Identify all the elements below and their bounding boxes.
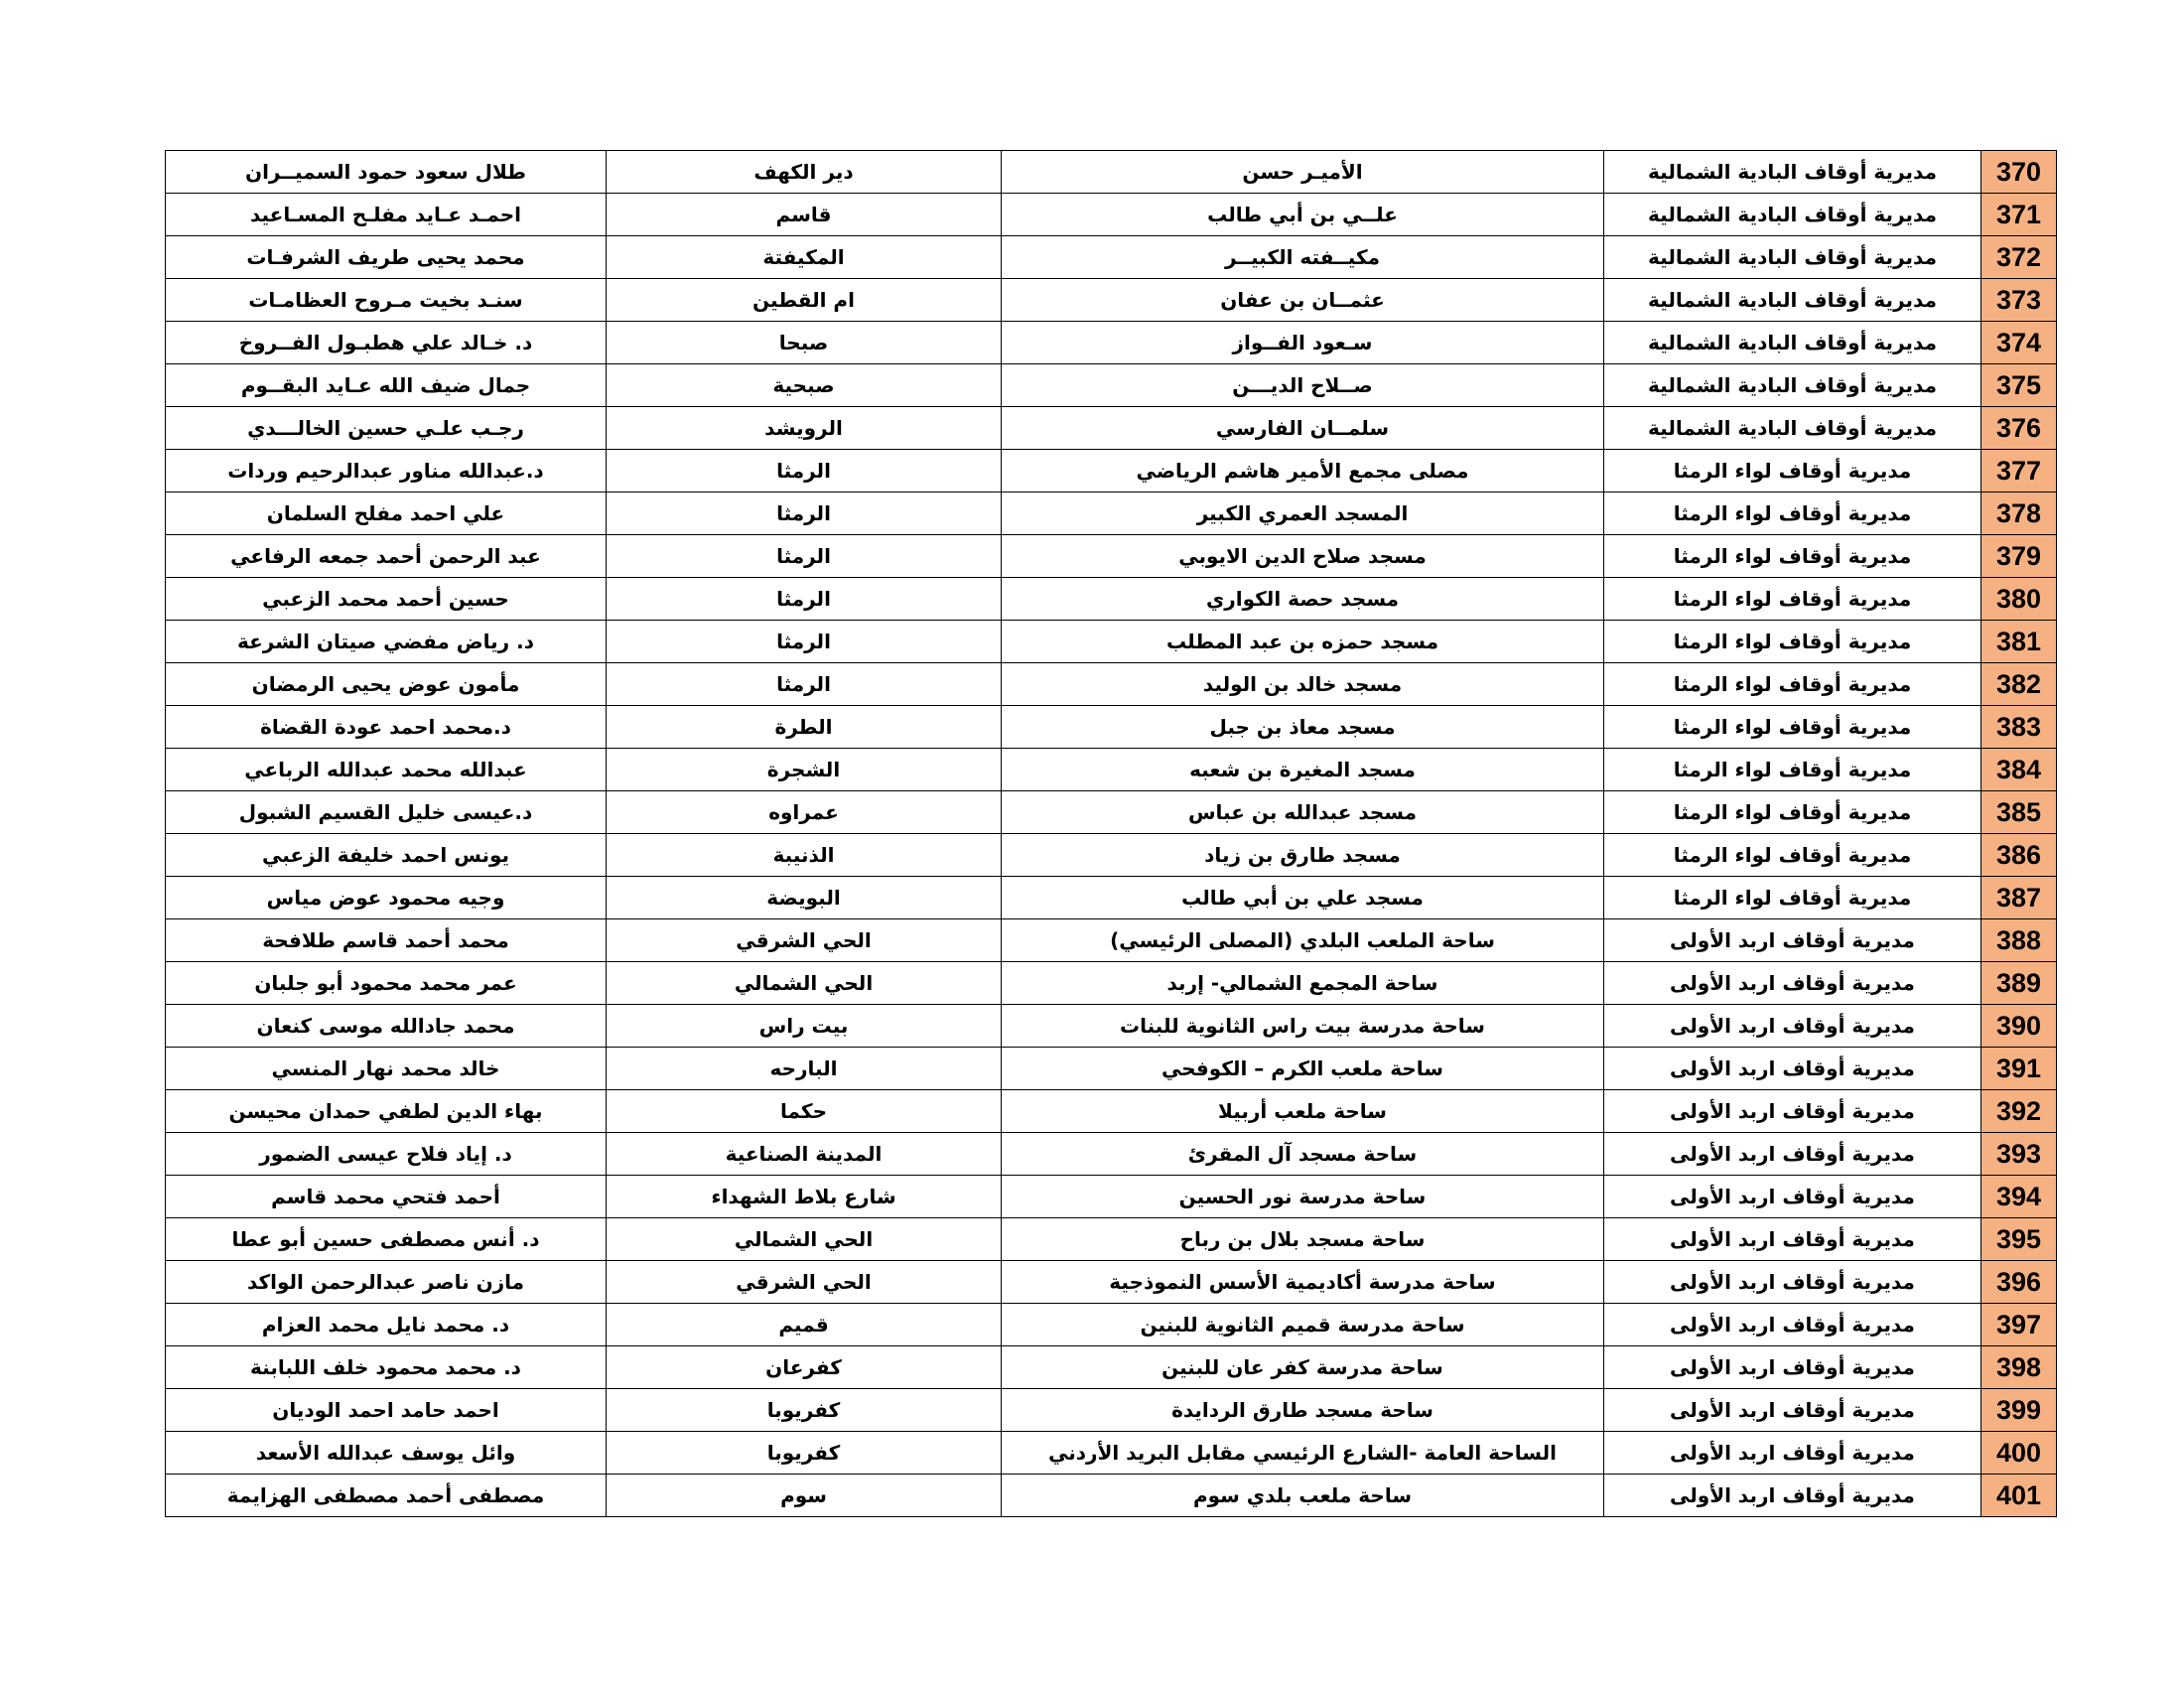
row-number-cell: 390 — [1981, 1005, 2057, 1048]
row-number-cell: 379 — [1981, 535, 2057, 578]
table-row — [166, 1176, 2057, 1218]
directorate-cell: مديرية أوقاف البادية الشمالية — [1604, 279, 1981, 322]
row-number-cell: 370 — [1981, 151, 2057, 194]
area-cell: الطرة — [607, 706, 1002, 749]
area-cell: الرمثا — [607, 450, 1002, 492]
imam-name-cell: طلال سعود حمود السميــران — [166, 151, 607, 194]
mosque-cell: ساحة مسجد طارق الردايدة — [1002, 1389, 1604, 1432]
table-row — [166, 1090, 2057, 1133]
table-row — [166, 578, 2057, 621]
table-row — [166, 1048, 2057, 1090]
directorate-cell: مديرية أوقاف اربد الأولى — [1604, 1176, 1981, 1218]
mosque-cell: علــي بن أبي طالب — [1002, 194, 1604, 236]
area-cell: الرمثا — [607, 663, 1002, 706]
table-row — [166, 834, 2057, 877]
mosque-cell: ساحة ملعب الكرم – الكوفحي — [1002, 1048, 1604, 1090]
mosque-cell: عثمــان بن عفان — [1002, 279, 1604, 322]
table-row — [166, 194, 2057, 236]
mosque-cell: مسجد المغيرة بن شعبه — [1002, 749, 1604, 791]
area-cell: الحي الشرقي — [607, 1261, 1002, 1304]
table-row — [166, 492, 2057, 535]
table-row — [166, 1261, 2057, 1304]
imam-name-cell: علي احمد مفلح السلمان — [166, 492, 607, 535]
row-number-cell: 396 — [1981, 1261, 2057, 1304]
imam-name-cell: د. رياض مفضي صيتان الشرعة — [166, 621, 607, 663]
table-row — [166, 151, 2057, 194]
row-number-cell: 389 — [1981, 962, 2057, 1005]
directorate-cell: مديرية أوقاف اربد الأولى — [1604, 1432, 1981, 1475]
row-number-cell: 372 — [1981, 236, 2057, 279]
area-cell: البويضة — [607, 877, 1002, 919]
mosque-cell: مسجد طارق بن زياد — [1002, 834, 1604, 877]
directorate-cell: مديرية أوقاف البادية الشمالية — [1604, 151, 1981, 194]
row-number-cell: 400 — [1981, 1432, 2057, 1475]
area-cell: سوم — [607, 1475, 1002, 1517]
table-row — [166, 236, 2057, 279]
mosque-cell: ساحة مدرسة نور الحسين — [1002, 1176, 1604, 1218]
directorate-cell: مديرية أوقاف اربد الأولى — [1604, 1261, 1981, 1304]
imam-name-cell: وجيه محمود عوض مياس — [166, 877, 607, 919]
table-row — [166, 364, 2057, 407]
directorate-cell: مديرية أوقاف اربد الأولى — [1604, 1389, 1981, 1432]
area-cell: الحي الشرقي — [607, 919, 1002, 962]
table-row — [166, 1218, 2057, 1261]
imam-name-cell: رجـب علـي حسين الخالـــدي — [166, 407, 607, 450]
table-row — [166, 1432, 2057, 1475]
mosque-cell: سلمــان الفارسي — [1002, 407, 1604, 450]
directorate-cell: مديرية أوقاف لواء الرمثا — [1604, 450, 1981, 492]
directorate-cell: مديرية أوقاف لواء الرمثا — [1604, 834, 1981, 877]
imam-name-cell: احمد حامد احمد الوديان — [166, 1389, 607, 1432]
mosque-cell: ساحة مدرسة أكاديمية الأسس النموذجية — [1002, 1261, 1604, 1304]
area-cell: قاسم — [607, 194, 1002, 236]
directorate-cell: مديرية أوقاف اربد الأولى — [1604, 1346, 1981, 1389]
prayer-sites-table — [165, 150, 2057, 1517]
imam-name-cell: أحمد فتحي محمد قاسم — [166, 1176, 607, 1218]
directorate-cell: مديرية أوقاف اربد الأولى — [1604, 919, 1981, 962]
mosque-cell: مسجد علي بن أبي طالب — [1002, 877, 1604, 919]
mosque-cell: مكيــفته الكبيــر — [1002, 236, 1604, 279]
table-row — [166, 791, 2057, 834]
row-number-cell: 385 — [1981, 791, 2057, 834]
imam-name-cell: احمـد عـايد مفلـح المسـاعيد — [166, 194, 607, 236]
table-row — [166, 749, 2057, 791]
row-number-cell: 381 — [1981, 621, 2057, 663]
directorate-cell: مديرية أوقاف لواء الرمثا — [1604, 749, 1981, 791]
directorate-cell: مديرية أوقاف لواء الرمثا — [1604, 791, 1981, 834]
area-cell: قميم — [607, 1304, 1002, 1346]
area-cell: صبحية — [607, 364, 1002, 407]
mosque-cell: سـعود الفــواز — [1002, 322, 1604, 364]
imam-name-cell: حسين أحمد محمد الزعبي — [166, 578, 607, 621]
table-row — [166, 1389, 2057, 1432]
row-number-cell: 391 — [1981, 1048, 2057, 1090]
row-number-cell: 380 — [1981, 578, 2057, 621]
area-cell: دير الكهف — [607, 151, 1002, 194]
row-number-cell: 397 — [1981, 1304, 2057, 1346]
directorate-cell: مديرية أوقاف اربد الأولى — [1604, 1304, 1981, 1346]
imam-name-cell: د.عيسى خليل القسيم الشبول — [166, 791, 607, 834]
mosque-cell: مسجد خالد بن الوليد — [1002, 663, 1604, 706]
imam-name-cell: سنـد بخيت مـروح العظامـات — [166, 279, 607, 322]
table-row — [166, 621, 2057, 663]
imam-name-cell: د. إياد فلاح عيسى الضمور — [166, 1133, 607, 1176]
directorate-cell: مديرية أوقاف لواء الرمثا — [1604, 877, 1981, 919]
row-number-cell: 373 — [1981, 279, 2057, 322]
directorate-cell: مديرية أوقاف اربد الأولى — [1604, 1475, 1981, 1517]
table-row — [166, 1133, 2057, 1176]
mosque-cell: مصلى مجمع الأمير هاشم الرياضي — [1002, 450, 1604, 492]
directorate-cell: مديرية أوقاف البادية الشمالية — [1604, 364, 1981, 407]
area-cell: الرمثا — [607, 621, 1002, 663]
mosque-cell: ساحة الملعب البلدي (المصلى الرئيسي) — [1002, 919, 1604, 962]
directorate-cell: مديرية أوقاف البادية الشمالية — [1604, 322, 1981, 364]
directorate-cell: مديرية أوقاف لواء الرمثا — [1604, 663, 1981, 706]
imam-name-cell: محمد أحمد قاسم طلافحة — [166, 919, 607, 962]
row-number-cell: 384 — [1981, 749, 2057, 791]
row-number-cell: 393 — [1981, 1133, 2057, 1176]
directorate-cell: مديرية أوقاف لواء الرمثا — [1604, 578, 1981, 621]
imam-name-cell: د. خـالد علي هطبـول الفــروخ — [166, 322, 607, 364]
directorate-cell: مديرية أوقاف اربد الأولى — [1604, 1133, 1981, 1176]
row-number-cell: 378 — [1981, 492, 2057, 535]
row-number-cell: 375 — [1981, 364, 2057, 407]
area-cell: عمراوه — [607, 791, 1002, 834]
row-number-cell: 377 — [1981, 450, 2057, 492]
area-cell: كفرعان — [607, 1346, 1002, 1389]
area-cell: كفريوبا — [607, 1432, 1002, 1475]
imam-name-cell: وائل يوسف عبدالله الأسعد — [166, 1432, 607, 1475]
area-cell: الحي الشمالي — [607, 962, 1002, 1005]
row-number-cell: 386 — [1981, 834, 2057, 877]
row-number-cell: 401 — [1981, 1475, 2057, 1517]
directorate-cell: مديرية أوقاف اربد الأولى — [1604, 962, 1981, 1005]
table-body — [166, 151, 2057, 1517]
directorate-cell: مديرية أوقاف اربد الأولى — [1604, 1005, 1981, 1048]
imam-name-cell: د.محمد احمد عودة القضاة — [166, 706, 607, 749]
imam-name-cell: محمد يحيى طريف الشرفـات — [166, 236, 607, 279]
directorate-cell: مديرية أوقاف لواء الرمثا — [1604, 706, 1981, 749]
area-cell: حكما — [607, 1090, 1002, 1133]
directorate-cell: مديرية أوقاف لواء الرمثا — [1604, 492, 1981, 535]
imam-name-cell: مصطفى أحمد مصطفى الهزايمة — [166, 1475, 607, 1517]
mosque-cell: صــلاح الديـــن — [1002, 364, 1604, 407]
mosque-cell: مسجد حصة الكواري — [1002, 578, 1604, 621]
area-cell: الشجرة — [607, 749, 1002, 791]
table-row — [166, 322, 2057, 364]
imam-name-cell: عبدالله محمد عبدالله الرباعي — [166, 749, 607, 791]
imam-name-cell: عمر محمد محمود أبو جلبان — [166, 962, 607, 1005]
imam-name-cell: خالد محمد نهار المنسي — [166, 1048, 607, 1090]
mosque-cell: ساحة ملعب بلدي سوم — [1002, 1475, 1604, 1517]
table-row — [166, 279, 2057, 322]
mosque-cell: مسجد معاذ بن جبل — [1002, 706, 1604, 749]
imam-name-cell: عبد الرحمن أحمد جمعه الرفاعي — [166, 535, 607, 578]
table-row — [166, 1304, 2057, 1346]
imam-name-cell: د.عبدالله مناور عبدالرحيم وردات — [166, 450, 607, 492]
directorate-cell: مديرية أوقاف اربد الأولى — [1604, 1218, 1981, 1261]
imam-name-cell: محمد جادالله موسى كنعان — [166, 1005, 607, 1048]
directorate-cell: مديرية أوقاف لواء الرمثا — [1604, 621, 1981, 663]
mosque-cell: مسجد صلاح الدين الايوبي — [1002, 535, 1604, 578]
table-row — [166, 706, 2057, 749]
table-row — [166, 407, 2057, 450]
area-cell: ام القطين — [607, 279, 1002, 322]
area-cell: شارع بلاط الشهداء — [607, 1176, 1002, 1218]
row-number-cell: 383 — [1981, 706, 2057, 749]
imam-name-cell: مازن ناصر عبدالرحمن الواكد — [166, 1261, 607, 1304]
table-row — [166, 877, 2057, 919]
mosque-cell: الساحة العامة -الشارع الرئيسي مقابل البريد الأردني — [1002, 1432, 1604, 1475]
table-row — [166, 450, 2057, 492]
imam-name-cell: مأمون عوض يحيى الرمضان — [166, 663, 607, 706]
mosque-cell: الأميـر حسن — [1002, 151, 1604, 194]
imam-name-cell: د. محمد محمود خلف اللبابنة — [166, 1346, 607, 1389]
directorate-cell: مديرية أوقاف البادية الشمالية — [1604, 194, 1981, 236]
directorate-cell: مديرية أوقاف البادية الشمالية — [1604, 236, 1981, 279]
table-row — [166, 535, 2057, 578]
area-cell: الرمثا — [607, 535, 1002, 578]
imam-name-cell: د. محمد نايل محمد العزام — [166, 1304, 607, 1346]
table-row — [166, 1346, 2057, 1389]
mosque-cell: ساحة مسجد بلال بن رباح — [1002, 1218, 1604, 1261]
row-number-cell: 395 — [1981, 1218, 2057, 1261]
imam-name-cell: د. أنس مصطفى حسين أبو عطا — [166, 1218, 607, 1261]
imam-name-cell: يونس احمد خليفة الزعبي — [166, 834, 607, 877]
row-number-cell: 376 — [1981, 407, 2057, 450]
row-number-cell: 387 — [1981, 877, 2057, 919]
table-row — [166, 962, 2057, 1005]
area-cell: المكيفتة — [607, 236, 1002, 279]
directorate-cell: مديرية أوقاف اربد الأولى — [1604, 1090, 1981, 1133]
directorate-cell: مديرية أوقاف البادية الشمالية — [1604, 407, 1981, 450]
mosque-cell: ساحة المجمع الشمالي- إربد — [1002, 962, 1604, 1005]
directorate-cell: مديرية أوقاف لواء الرمثا — [1604, 535, 1981, 578]
row-number-cell: 394 — [1981, 1176, 2057, 1218]
area-cell: الرويشد — [607, 407, 1002, 450]
mosque-cell: ساحة مدرسة بيت راس الثانوية للبنات — [1002, 1005, 1604, 1048]
mosque-cell: المسجد العمري الكبير — [1002, 492, 1604, 535]
row-number-cell: 388 — [1981, 919, 2057, 962]
row-number-cell: 371 — [1981, 194, 2057, 236]
area-cell: المدينة الصناعية — [607, 1133, 1002, 1176]
area-cell: الحي الشمالي — [607, 1218, 1002, 1261]
mosque-cell: ساحة مسجد آل المقرئ — [1002, 1133, 1604, 1176]
area-cell: الذنيبة — [607, 834, 1002, 877]
mosque-cell: مسجد حمزه بن عبد المطلب — [1002, 621, 1604, 663]
imam-name-cell: بهاء الدين لطفي حمدان محيسن — [166, 1090, 607, 1133]
table-row — [166, 919, 2057, 962]
area-cell: البارحه — [607, 1048, 1002, 1090]
area-cell: الرمثا — [607, 578, 1002, 621]
table-row — [166, 1475, 2057, 1517]
area-cell: الرمثا — [607, 492, 1002, 535]
row-number-cell: 392 — [1981, 1090, 2057, 1133]
row-number-cell: 399 — [1981, 1389, 2057, 1432]
area-cell: كفريوبا — [607, 1389, 1002, 1432]
row-number-cell: 382 — [1981, 663, 2057, 706]
mosque-cell: ساحة مدرسة قميم الثانوية للبنين — [1002, 1304, 1604, 1346]
table-row — [166, 1005, 2057, 1048]
area-cell: بيت راس — [607, 1005, 1002, 1048]
area-cell: صبحا — [607, 322, 1002, 364]
imam-name-cell: جمال ضيف الله عـايد البقــوم — [166, 364, 607, 407]
table-row — [166, 663, 2057, 706]
mosque-cell: مسجد عبدالله بن عباس — [1002, 791, 1604, 834]
directorate-cell: مديرية أوقاف اربد الأولى — [1604, 1048, 1981, 1090]
mosque-cell: ساحة ملعب أربيلا — [1002, 1090, 1604, 1133]
row-number-cell: 374 — [1981, 322, 2057, 364]
row-number-cell: 398 — [1981, 1346, 2057, 1389]
mosque-cell: ساحة مدرسة كفر عان للبنين — [1002, 1346, 1604, 1389]
